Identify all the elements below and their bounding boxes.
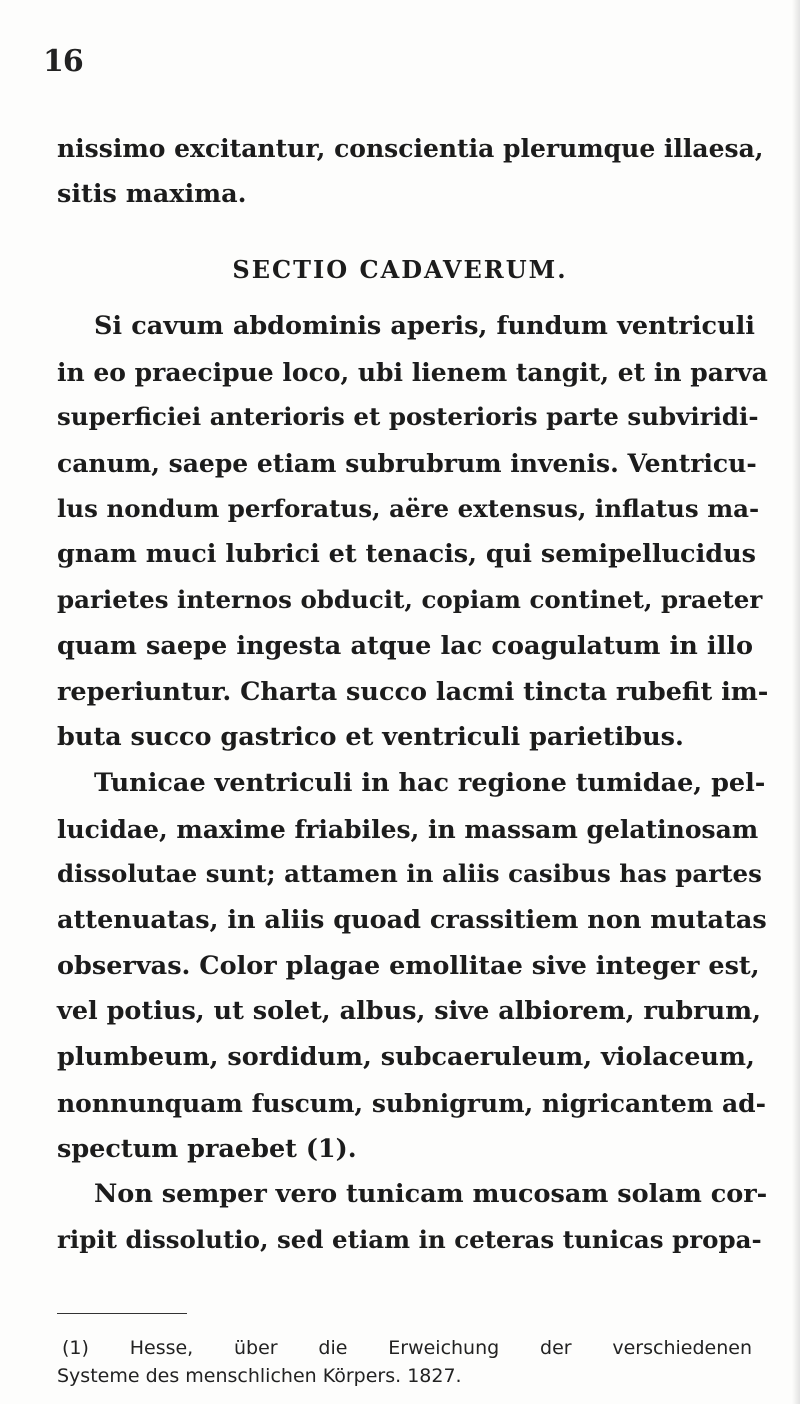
body-line-10: buta succo gastrico et ventriculi parietibus.: [57, 722, 684, 752]
body-line-7: parietes internos obducit, copiam continet, praeter: [57, 585, 763, 614]
body-line-6: gnam muci lubrici et tenacis, qui semipellucidus: [57, 539, 756, 569]
body-line-3: superficiei anterioris et posterioris parte subviridi-: [57, 402, 759, 431]
body-line-1: Si cavum abdominis aperis, fundum ventriculi: [94, 311, 755, 341]
body-line-12: lucidae, maxime friabiles, in massam gelatinosam: [57, 815, 759, 844]
body-line-16: vel potius, ut solet, albus, sive albiorem, rubrum,: [57, 996, 761, 1026]
body-line-18: nonnunquam fuscum, subnigrum, nigricantem ad-: [57, 1089, 767, 1118]
body-line-4: canum, saepe etiam subrubrum invenis. Ventricu-: [57, 449, 757, 478]
section-heading: SECTIO CADAVERUM.: [232, 255, 568, 284]
footnote-line-2: Systeme des menschlichen Körpers. 1827.: [57, 1365, 462, 1387]
body-line-14: attenuatas, in aliis quoad crassitiem non mutatas: [57, 905, 767, 935]
body-line-15: observas. Color plagae emollitae sive integer est,: [57, 951, 760, 981]
body-line-5: lus nondum perforatus, aëre extensus, inflatus ma-: [57, 494, 760, 523]
intro-line-1: nissimo excitantur, conscientia plerumque illaesa,: [57, 134, 764, 163]
body-line-13: dissolutae sunt; attamen in aliis casibus has partes: [57, 859, 762, 888]
body-line-9: reperiuntur. Charta succo lacmi tincta rubefit im-: [57, 677, 769, 707]
body-line-21: ripit dissolutio, sed etiam in ceteras tunicas propa-: [57, 1225, 762, 1254]
body-line-11: Tunicae ventriculi in hac regione tumidae, pel-: [94, 768, 766, 798]
body-line-20: Non semper vero tunicam mucosam solam cor-: [94, 1179, 768, 1209]
page-edge-shadow: [792, 0, 800, 1404]
body-line-19: spectum praebet (1).: [57, 1134, 357, 1164]
body-line-17: plumbeum, sordidum, subcaeruleum, violaceum,: [57, 1042, 755, 1072]
footnote-line-1: (1) Hesse, über die Erweichung der verschiedenen: [62, 1337, 752, 1359]
page-number: 16: [43, 44, 83, 79]
body-line-2: in eo praecipue loco, ubi lienem tangit, et in parva: [57, 358, 768, 387]
footnote-divider: [57, 1313, 187, 1314]
body-line-8: quam saepe ingesta atque lac coagulatum in illo: [57, 631, 753, 661]
intro-line-2: sitis maxima.: [57, 179, 247, 209]
